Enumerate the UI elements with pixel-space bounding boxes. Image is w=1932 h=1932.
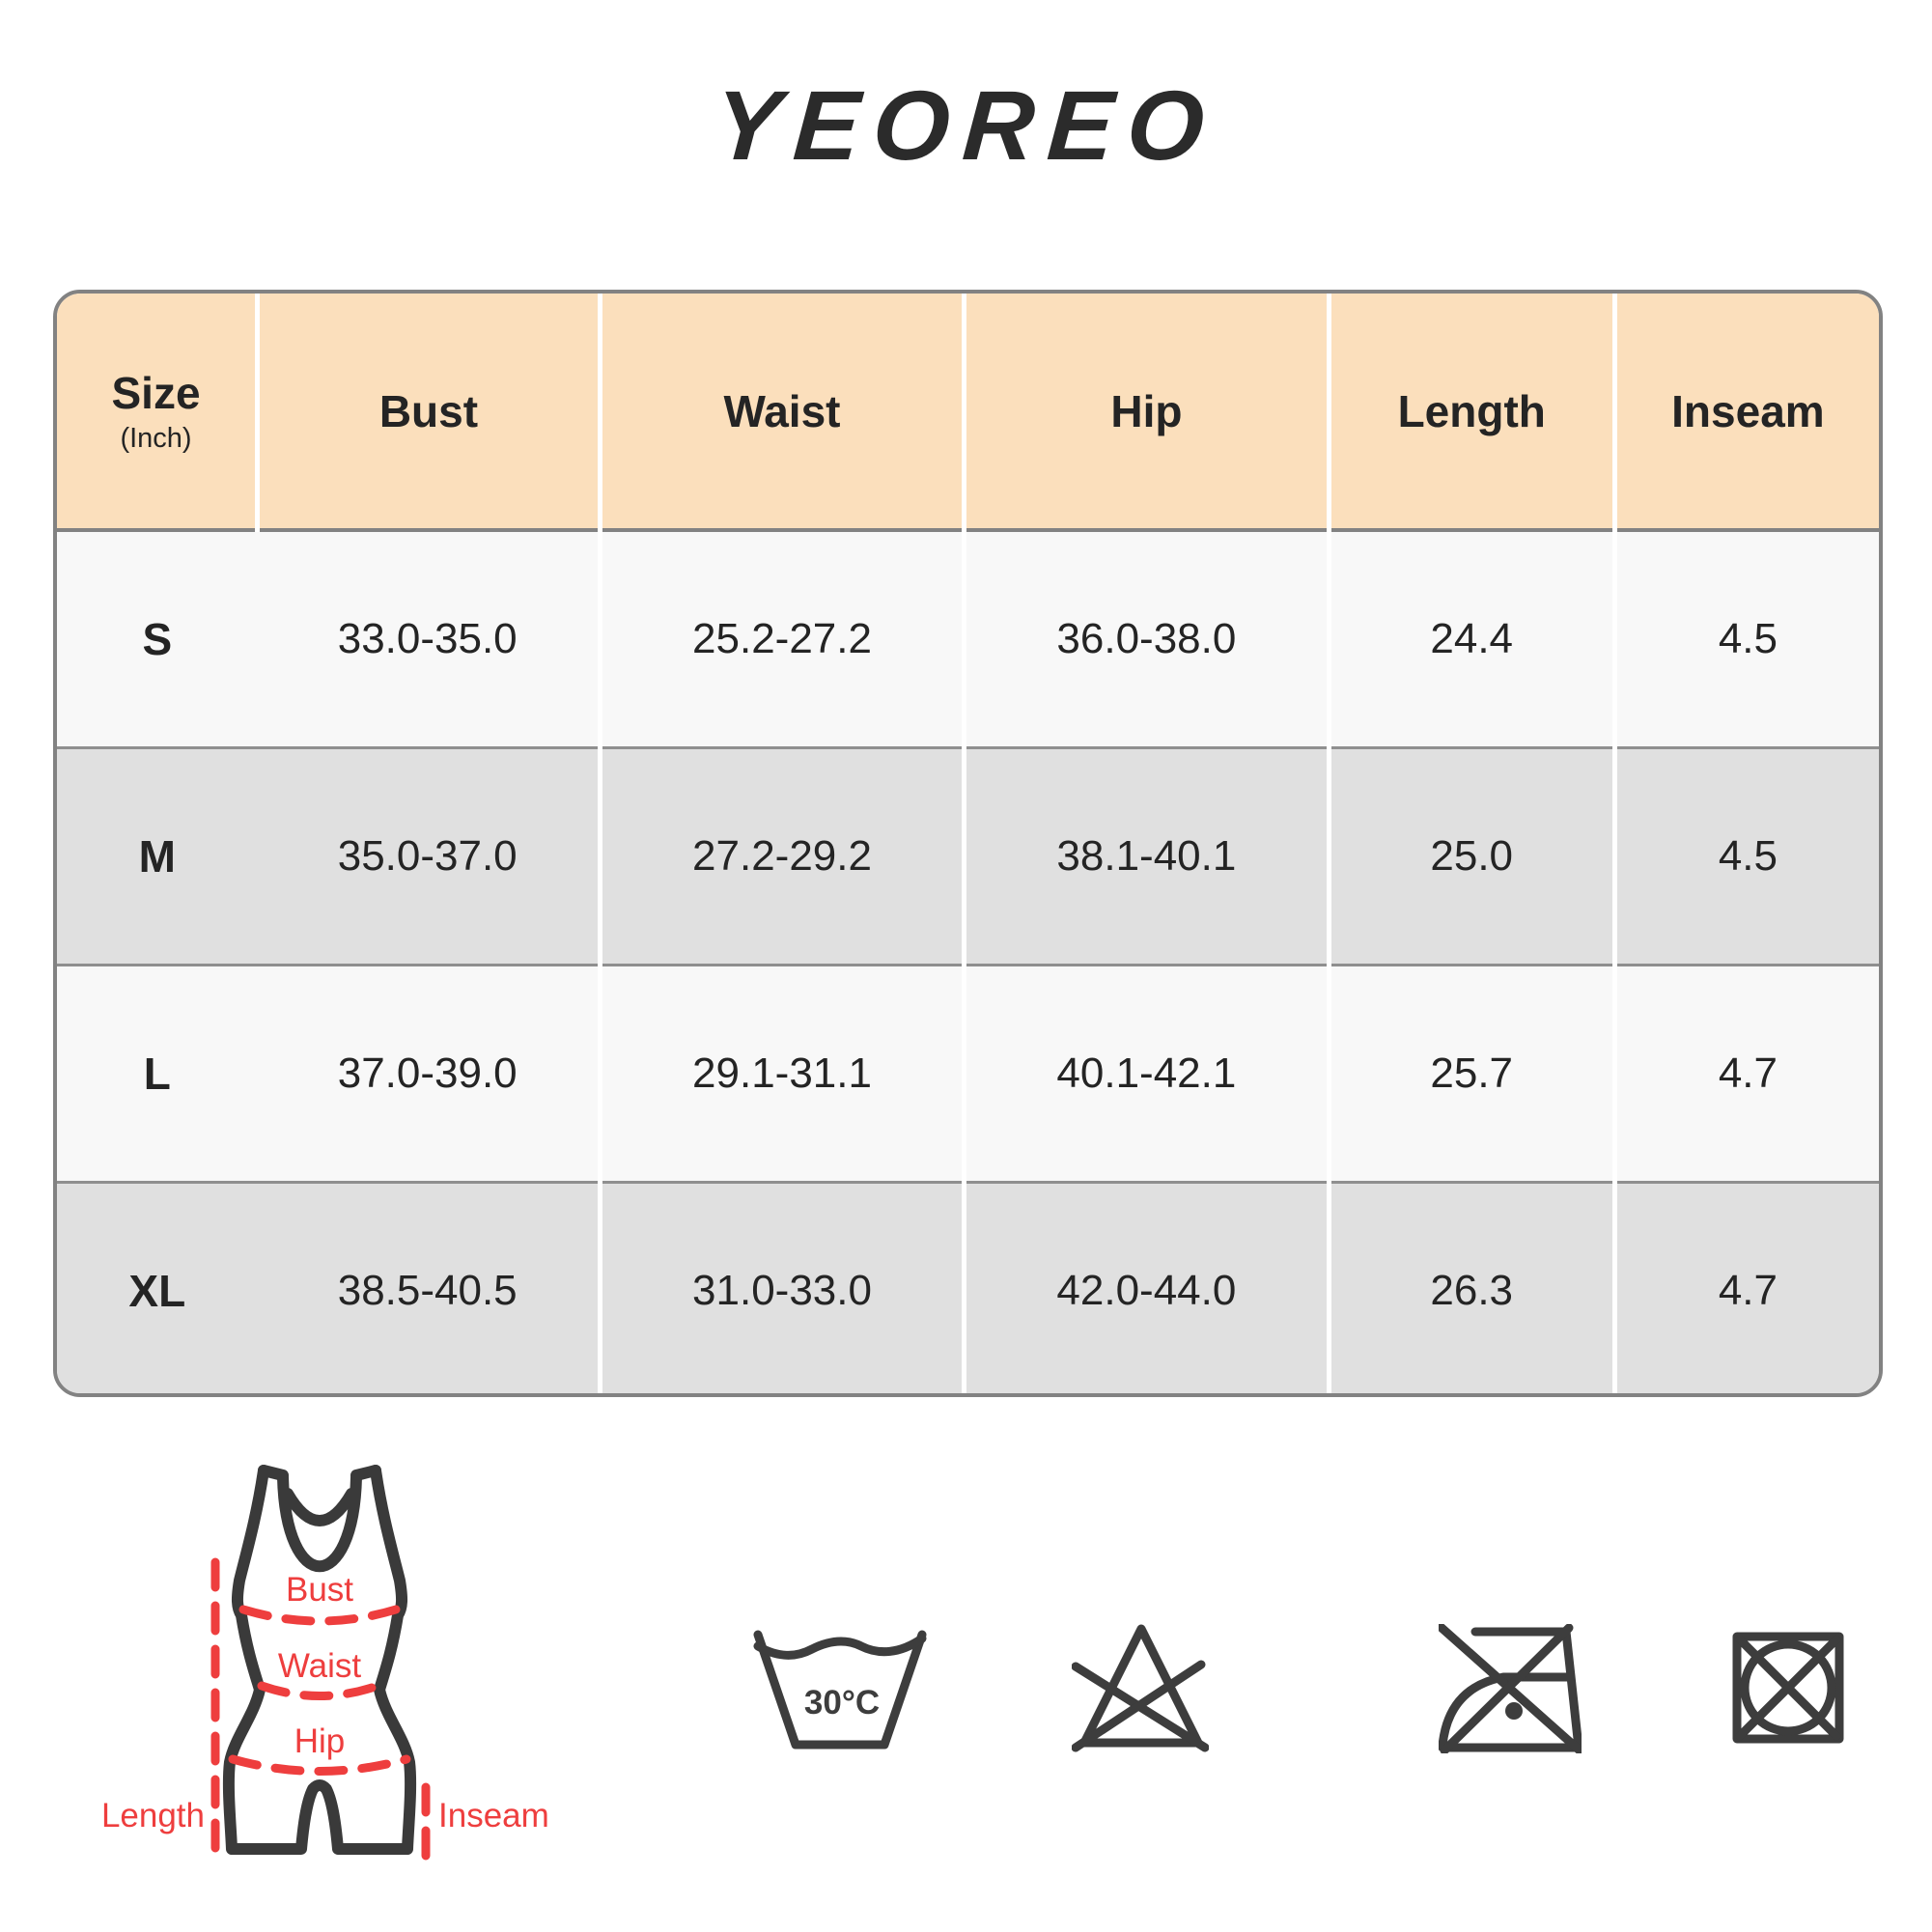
row-size-label: XL (57, 1182, 258, 1397)
col-header-hip: Hip (965, 294, 1329, 530)
cell-bust: 35.0-37.0 (258, 747, 601, 965)
row-size-label: M (57, 747, 258, 965)
cell-inseam: 4.5 (1614, 747, 1879, 965)
cell-bust: 37.0-39.0 (258, 965, 601, 1182)
header-row (57, 294, 1879, 530)
size-table-header (57, 294, 1879, 530)
cell-bust: 38.5-40.5 (258, 1182, 601, 1397)
inseam-label: Inseam (438, 1797, 549, 1834)
size-table (53, 290, 1883, 1397)
hip-line (233, 1759, 406, 1772)
col-header-inseam: Inseam (1614, 294, 1879, 530)
cell-length: 26.3 (1329, 1182, 1614, 1397)
bust-line (243, 1610, 396, 1621)
wash-30c-icon (753, 1625, 927, 1752)
cell-length: 24.4 (1329, 530, 1614, 747)
cell-inseam: 4.7 (1614, 1182, 1879, 1397)
cell-hip: 42.0-44.0 (965, 1182, 1329, 1397)
brand-logo: YEOREO (711, 70, 1221, 181)
col-header-size-label: Size (111, 368, 201, 418)
table-row (57, 530, 1879, 747)
bust-label: Bust (285, 1571, 354, 1609)
col-header-size (57, 294, 258, 530)
cell-hip: 36.0-38.0 (965, 530, 1329, 747)
waist-label: Waist (277, 1647, 362, 1685)
table-row (57, 747, 1879, 965)
col-header-unit-note: (Inch) (120, 423, 192, 454)
cell-length: 25.0 (1329, 747, 1614, 965)
wash-temp-label: 30°C (803, 1684, 881, 1722)
length-label: Length (100, 1797, 205, 1834)
cell-waist: 29.1-31.1 (600, 965, 964, 1182)
col-header-bust: Bust (258, 294, 601, 530)
table-row (57, 965, 1879, 1182)
do-not-tumble-dry-icon (1731, 1628, 1845, 1748)
cell-inseam: 4.5 (1614, 530, 1879, 747)
table-row (57, 1182, 1879, 1397)
do-not-iron-icon (1439, 1624, 1582, 1753)
waist-line (262, 1686, 378, 1696)
cell-waist: 25.2-27.2 (600, 530, 964, 747)
cell-bust: 33.0-35.0 (337, 614, 518, 662)
hip-label: Hip (294, 1722, 346, 1760)
row-size-label: L (57, 965, 258, 1182)
row-size-label: S (142, 613, 173, 664)
size-table-grid (57, 294, 1879, 1397)
cell-waist: 31.0-33.0 (600, 1182, 964, 1397)
cell-waist: 27.2-29.2 (600, 747, 964, 965)
do-not-bleach-icon (1072, 1620, 1209, 1753)
cell-inseam: 4.7 (1614, 965, 1879, 1182)
col-header-length: Length (1329, 294, 1614, 530)
garment-measurement-diagram (58, 1463, 637, 1931)
col-header-waist: Waist (600, 294, 964, 530)
cell-hip: 40.1-42.1 (965, 965, 1329, 1182)
size-table-body (57, 530, 1879, 1397)
cell-length: 25.7 (1329, 965, 1614, 1182)
cell-hip: 38.1-40.1 (965, 747, 1329, 965)
